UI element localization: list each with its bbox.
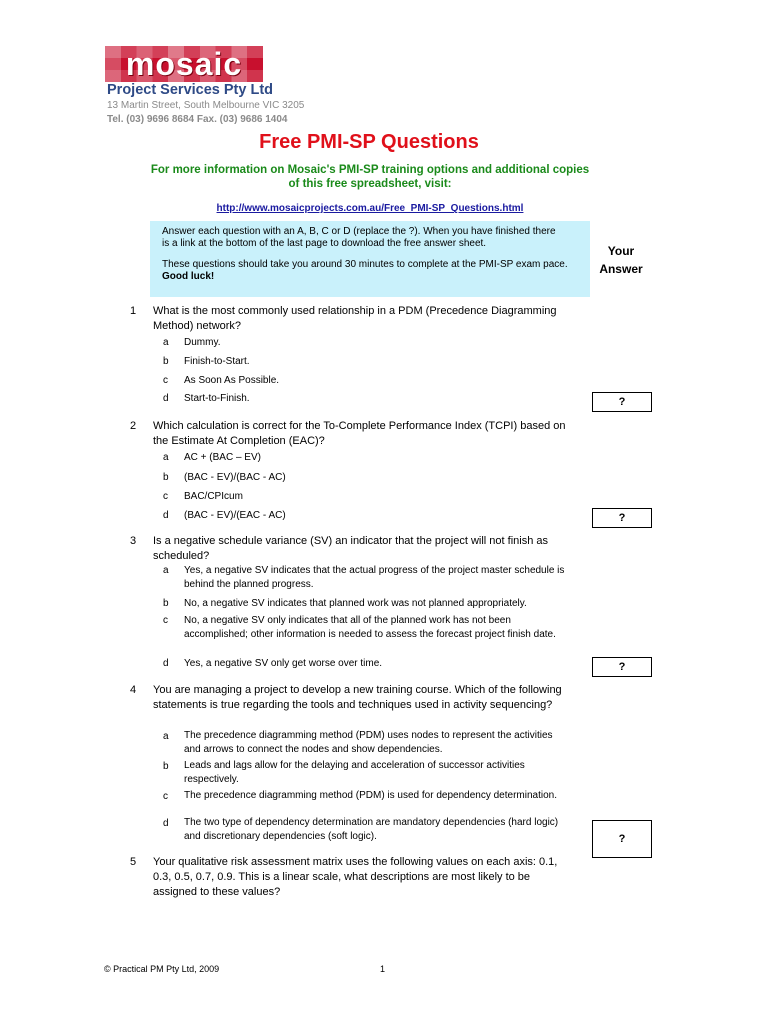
option-letter: b [163,356,169,367]
answer-field-q4[interactable]: ? [592,820,652,858]
company-address: 13 Martin Street, South Melbourne VIC 3205 [107,100,305,111]
option-letter: a [163,452,169,463]
option-text-line: Leads and lags allow for the delaying and acceleration of successor activities [184,760,525,771]
option-text-line: behind the planned progress. [184,579,314,590]
instructions-line: is a link at the bottom of the last page to download the free answer sheet. [162,238,487,249]
company-name: Project Services Pty Ltd [107,82,274,98]
answer-field-q2[interactable]: ? [592,508,652,528]
option-text [184,614,589,642]
question-number: 2 [130,420,137,432]
option-letter: b [163,761,169,772]
option-text-line: accomplished; other information is needed to assess the forecast project finish date. [184,629,556,640]
option-text [184,564,589,592]
option-letter: c [163,791,168,802]
option-text [184,759,589,787]
question-text [153,855,593,900]
question-text-line: 0.3, 0.5, 0.7, 0.9. This is a linear scale, what descriptions are most likely to be [153,871,531,883]
question-text-line: Method) network? [153,320,242,332]
your-answer-line: Your [607,244,635,258]
option-letter: c [163,375,168,386]
your-answer-heading [594,242,648,278]
question-text [153,304,593,334]
mosaic-logo [105,46,263,82]
option-text: BAC/CPIcum [184,491,243,502]
document-title: Free PMI-SP Questions [259,131,479,153]
logo-text: mosaic [125,46,243,82]
company-phone-fax: Tel. (03) 9696 8684 Fax. (03) 9686 1404 [107,114,288,125]
instructions-line: These questions should take you around 30 minutes to complete at the PMI-SP exam pace. [162,259,568,270]
option-letter: a [163,731,169,742]
option-text: Yes, a negative SV only get worse over time. [184,658,383,669]
question-text-line: scheduled? [153,550,210,562]
option-text-line: Yes, a negative SV indicates that the actual progress of the project master schedule is [184,565,565,576]
option-text: (BAC - EV)/(EAC - AC) [184,510,286,521]
option-letter: b [163,472,169,483]
option-text-line: and discretionary dependencies (soft logic). [184,831,377,842]
question-number: 1 [130,305,137,317]
option-text-line: respectively. [184,774,239,785]
option-text: AC + (BAC – EV) [184,452,261,463]
question-text-line: Which calculation is correct for the To-Complete Performance Index (TCPI) based on [153,420,566,432]
question-text [153,534,593,564]
info-line: of this free spreadsheet, visit: [288,178,452,190]
question-text-line: statements is true regarding the tools and techniques used in activity sequencing? [153,699,553,711]
option-letter: d [163,393,169,404]
question-number: 4 [130,684,137,696]
option-letter: b [163,598,169,609]
info-link[interactable]: http://www.mosaicprojects.com.au/Free_PMI-SP_Questions.html [216,203,524,214]
option-text: Dummy. [184,337,221,348]
info-line: For more information on Mosaic's PMI-SP training options and additional copies [150,164,590,176]
question-text [153,683,593,713]
option-letter: a [163,565,169,576]
question-text [153,419,593,449]
option-letter: d [163,658,169,669]
question-text-line: You are managing a project to develop a new training course. Which of the following [153,684,562,696]
option-text: No, a negative SV indicates that planned work was not planned appropriately. [184,598,527,609]
page-number: 1 [380,964,386,974]
footer-copyright: © Practical PM Pty Ltd, 2009 [104,964,220,974]
info-text [140,163,600,191]
question-text-line: the Estimate At Completion (EAC)? [153,435,325,447]
instructions-box [150,221,590,297]
your-answer-line: Answer [599,262,643,276]
answer-field-q3[interactable]: ? [592,657,652,677]
option-text: As Soon As Possible. [184,375,280,386]
question-text-line: assigned to these values? [153,886,281,898]
option-text-line: The two type of dependency determination are mandatory dependencies (hard logic) [184,817,559,828]
option-text-line: and arrows to connect the nodes and show dependencies. [184,744,443,755]
option-letter: d [163,510,169,521]
option-text [184,729,589,757]
option-text: The precedence diagramming method (PDM) is used for dependency determination. [184,790,557,801]
option-text-line: The precedence diagramming method (PDM) uses nodes to represent the activities [184,730,553,741]
option-text: (BAC - EV)/(BAC - AC) [184,472,286,483]
option-text-line: No, a negative SV only indicates that all of the planned work has not been [184,615,511,626]
question-text-line: What is the most commonly used relationship in a PDM (Precedence Diagramming [153,305,557,317]
option-letter: a [163,337,169,348]
answer-field-q1[interactable]: ? [592,392,652,412]
good-luck-text: Good luck! [162,271,215,282]
option-letter: c [163,491,168,502]
option-text: Start-to-Finish. [184,393,250,404]
option-text [184,816,589,844]
instructions-line: Answer each question with an A, B, C or D (replace the ?). When you have finished there [162,226,556,237]
option-text: Finish-to-Start. [184,356,250,367]
option-letter: d [163,818,169,829]
question-text-line: Your qualitative risk assessment matrix uses the following values on each axis: 0.1, [153,856,558,868]
question-number: 3 [130,535,137,547]
option-letter: c [163,615,168,626]
question-text-line: Is a negative schedule variance (SV) an indicator that the project will not finish as [153,535,548,547]
question-number: 5 [130,856,137,868]
